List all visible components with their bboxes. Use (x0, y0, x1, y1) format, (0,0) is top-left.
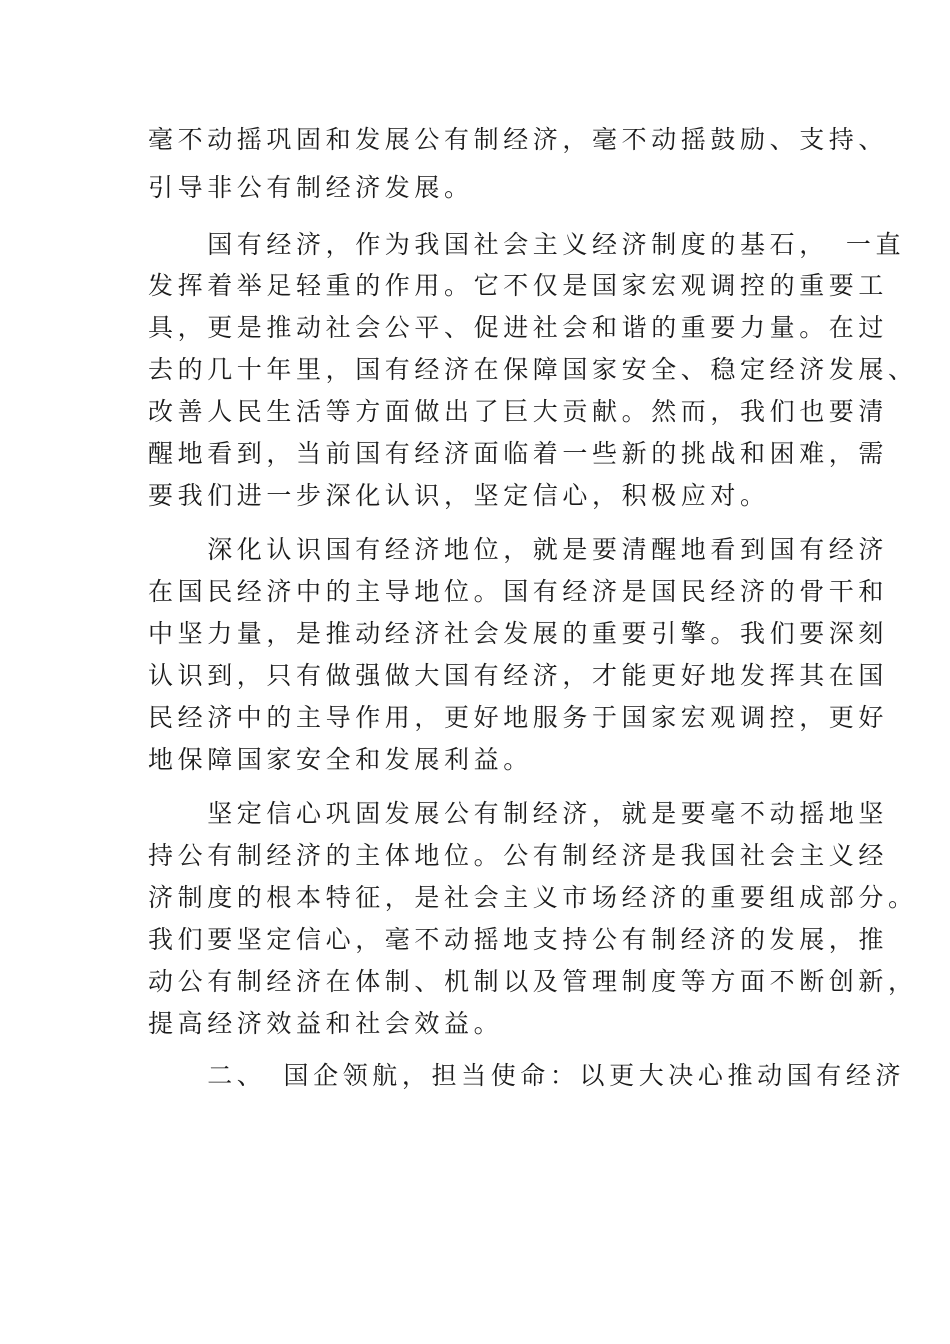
text-line: 具，更是推动社会公平、促进社会和谐的重要力量。在过 (148, 313, 889, 342)
text-line: 地保障国家安全和发展利益。 (148, 745, 533, 774)
text-line: 民经济中的主导作用，更好地服务于国家宏观调控，更好 (148, 703, 889, 732)
text-line: 去的几十年里，国有经济在保障国家安全、稳定经济发展、 (148, 355, 918, 384)
text-line: 在国民经济中的主导地位。国有经济是国民经济的骨干和 (148, 577, 889, 606)
text-line: 认识到，只有做强做大国有经济，才能更好地发挥其在国 (148, 661, 889, 690)
section-heading: 二、 国企领航，担当使命：以更大决心推动国有经济 (148, 1061, 906, 1090)
text-line: 动公有制经济在体制、机制以及管理制度等方面不断创新， (148, 967, 918, 996)
text-line: 引导非公有制经济发展。 (148, 173, 474, 202)
text-line: 醒地看到，当前国有经济面临着一些新的挑战和困难，需 (148, 439, 889, 468)
text-line: 济制度的根本特征，是社会主义市场经济的重要组成部分。 (148, 883, 918, 912)
text-line: 我们要坚定信心，毫不动摇地支持公有制经济的发展，推 (148, 925, 889, 954)
text-line: 中坚力量，是推动经济社会发展的重要引擎。我们要深刻 (148, 619, 889, 648)
text-line: 毫不动摇巩固和发展公有制经济，毫不动摇鼓励、支持、 (148, 125, 889, 154)
text-line: 持公有制经济的主体地位。公有制经济是我国社会主义经 (148, 841, 889, 870)
text-line: 深化认识国有经济地位，就是要清醒地看到国有经济 (148, 535, 889, 564)
text-line: 坚定信心巩固发展公有制经济，就是要毫不动摇地坚 (148, 799, 889, 828)
text-line: 发挥着举足轻重的作用。它不仅是国家宏观调控的重要工 (148, 271, 889, 300)
text-line: 国有经济，作为我国社会主义经济制度的基石， 一直 (148, 230, 906, 259)
text-line: 要我们进一步深化认识，坚定信心，积极应对。 (148, 481, 770, 510)
text-line: 提高经济效益和社会效益。 (148, 1009, 504, 1038)
text-line: 改善人民生活等方面做出了巨大贡献。然而，我们也要清 (148, 397, 889, 426)
